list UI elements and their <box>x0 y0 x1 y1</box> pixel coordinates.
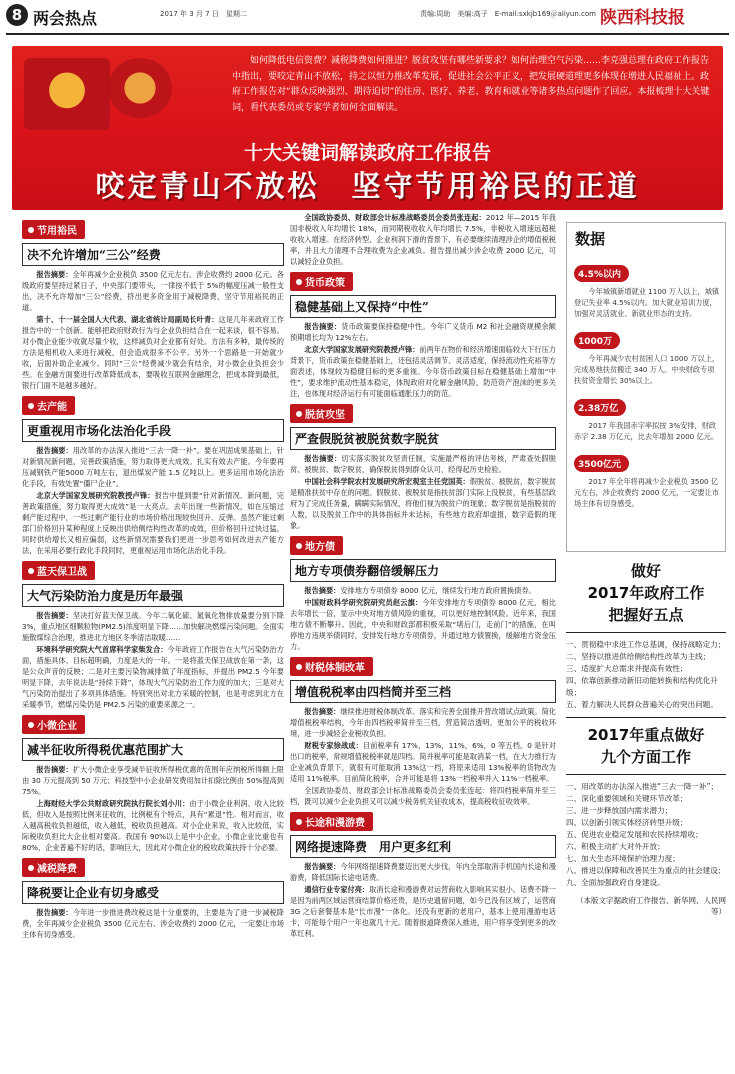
article-tag-label: 财税体制改革 <box>305 663 365 674</box>
speaker-label: 中国财政科学研究院研究员赵云旗： <box>304 598 423 607</box>
article-tag <box>22 858 85 877</box>
work-tasks-panel <box>566 560 726 1060</box>
paragraph-text: 今年政府工作报告在大气污染防治方面，措施具体、目标超明确，力度是大的一年。一是将蓝天保卫战放在第一条，这是公众声音的反映；二是对主要污染物减排做了年度指标，并提出 PM2.5 今年要明显下降，去年说法是“持续下降”，体现大气污染防治工作力度的加大；三是对大气污染防治提出了多项具体措施。特别突出对北方采暖的控制，也是考虑到北方在采暖季节，燃煤污染仍是 PM2.5 污染的重要来源之一。 <box>22 645 284 709</box>
article-paragraph <box>290 884 556 939</box>
task-item: 三、进一步释放国内需求潜力； <box>566 806 673 815</box>
article-tag <box>22 715 85 734</box>
data-description: 2017 年全年将再减少企业税负 3500 亿元左右，涉企收费约 2000 亿元，一定要让市场主体有切身感受。 <box>574 477 720 508</box>
article-paragraph <box>290 706 556 739</box>
article-tag-row <box>290 657 556 676</box>
article-subhead: 减半征收所得税优惠范围扩大 <box>22 738 284 761</box>
speaker-label: 中国社会科学院农村发展研究所宏观室主任党国英： <box>304 477 470 486</box>
divider <box>566 774 726 775</box>
paragraph-text: 假脱贫、被脱贫，数字脱贫是精准扶贫中存在的问题。假脱贫、被脱贫是指扶贫部门实际上没脱贫，有些基层政府为了完成任务量，瞒瞒实际情况，将他们视为脱贫户的现象；数字脱贫是指脱贫的人数，以及脱贫工作中的具体指标并未达标，有些地方政府却虚报，数字造假的现象。 <box>290 477 556 530</box>
article-tag-label: 蓝天保卫战 <box>37 567 87 578</box>
article-tag-label: 小微企业 <box>37 721 77 732</box>
article-subhead: 稳健基础上又保持“中性” <box>290 295 556 318</box>
national-emblem-icon <box>24 58 110 130</box>
speaker-label: 第十、十一届全国人大代表、湖北省统计局副局长叶青： <box>36 315 219 324</box>
tasks-heading-1: 做好 <box>630 562 661 580</box>
task-item: 二、坚持以推进供给侧结构性改革为主线； <box>566 652 711 661</box>
tag-dot-icon <box>28 568 34 574</box>
paragraph-text: 继续推进财税体制改革。落实和完善全面推开营改增试点政策。简化增值税税率结构，今年由四档税率简并至三档，营造简洁透明、更加公平的税收环境，进一步减轻企业税收负担。 <box>290 707 556 738</box>
divider <box>566 717 726 718</box>
article-tag <box>22 396 75 415</box>
task-item: 五、着力解决人民群众普遍关心的突出问题。 <box>566 700 718 709</box>
speaker-label: 北京大学国家发展研究院教授卢锋： <box>304 345 420 354</box>
column-middle <box>290 212 556 1067</box>
data-list <box>574 262 720 519</box>
speaker-label: 环境科学研究院大气首席科学家柴发合： <box>36 645 168 654</box>
article-paragraph <box>22 445 284 489</box>
task-item: 八、推进以保障和改善民生为重点的社会建设； <box>566 866 726 875</box>
tag-dot-icon <box>28 865 34 871</box>
article-subhead: 大气污染防治力度是历年最强 <box>22 584 284 607</box>
article-tag <box>22 561 95 580</box>
lead-intro: 如何降低电信资费？减税降费如何推进？脱贫攻坚有哪些新要求？如何治理空气污染……李克强总理在政府工作报告中指出，要咬定青山不放松，持之以恒力推改革发展，促进社会公平正义，把发展硬道理更多体现在增进人民福祉上。政府工作报告对“群众反映强烈、期待迫切”的住房、医疗、养老、教育和就业等诸多热点问题作了回应。本报梳理十大关键词，看代表委员或专家学者如何全面解读。 <box>232 56 710 113</box>
article-tag <box>290 404 353 423</box>
article-tag-label: 地方债 <box>305 542 335 553</box>
paragraph-text: 由于小微企业利润、收入比较低，但收入是按照比例来征收的，比例税有个特点，具有“累退”性。相对而言，收入越高税收负担越低，收入越低，税收负担越高。对小企业来说，收入比较低，实际税收负担比大企业相对要高。我国有 90%以上是中小企业，小微企业比重也有 80%，企业普遍不好的话，影响巨大，因此对小微企业的税收政策扶持十分必要。 <box>22 799 284 852</box>
task-item: 一、用改革的办法深入推进“三去一降一补”； <box>566 782 719 791</box>
article-tag-row <box>290 536 556 555</box>
speaker-label: 报告摘要： <box>304 862 341 871</box>
task-item: 九、全面加强政府自身建设。 <box>566 878 665 887</box>
speaker-label: 报告摘要： <box>304 586 341 595</box>
article-paragraph <box>22 798 284 853</box>
paragraph-text: 坚决打好蓝天保卫战。今年二氧化硫、氮氧化物排放量要分别下降 3%，重点地区细颗粒物(PM2.5)浓度明显下降……加快解决燃煤污染问题。全面实施散煤综合治理，推进北方地区冬季清洁取暖…… <box>22 611 284 642</box>
paragraph-text: 取消长途和漫游费对运营商收入影响其实很小。话费不降一是因为前两区域运营商结算价格还贵，是历史遗留问题，如今已没有区域了，运营商 3G 之后套餐基本是“长市漫”一体化。还没有更新的老用户，基本上使用漫游电话卡，可能每个用户一年也就几十元。随着报道降费深入推进，用户将享受到更多的改革红利。 <box>290 885 556 938</box>
article-tag-row <box>22 715 284 734</box>
tasks-heading-5: 九个方面工作 <box>600 748 691 766</box>
speaker-label: 财税专家徐战成： <box>304 741 363 750</box>
article-paragraph <box>290 476 556 531</box>
article-paragraph <box>290 344 556 399</box>
source-note: （本版文字据政府工作报告、新华网、人民网等） <box>576 896 726 916</box>
article-paragraph <box>290 861 556 883</box>
five-points-list <box>566 639 726 711</box>
tag-dot-icon <box>296 819 302 825</box>
issue-date: 2017 年 3 月 7 日 星期二 <box>160 10 247 18</box>
paragraph-text: 这是几年来政府工作报告中的一个创新。能够把政府财政行为与企业负担结合在一起来谈，很不容易。对小微企业能少收就尽量少收，这样减负对企业都有好处。方法有多种，最传统的方法是相机收入来进行减税，但会造成很多不公平。另外一个思路是一开始就少收，后面补助企业减少。同时“三公”经费减少就会有结余，对小微企业负担会少些。在金融方面要进行改革降低成本，要吸收互联网金融理念，把成本降到最低，银行门面不是越多越好。 <box>22 315 284 390</box>
speaker-label: 报告摘要： <box>304 322 342 331</box>
article-paragraph <box>290 585 556 596</box>
speaker-label: 报告摘要： <box>36 908 73 917</box>
data-panel-title: 数据 <box>575 230 606 248</box>
article-tag-row <box>22 396 284 415</box>
data-description: 2017 年我国赤字率拟按 3%安排，财政赤字 2.38 万亿元，比去年增加 2000 亿元。 <box>574 421 719 441</box>
article-paragraph <box>22 269 284 313</box>
tasks-heading-4: 2017年重点做好 <box>587 726 705 744</box>
data-figure: 2.38万亿 <box>574 399 626 416</box>
paragraph-text: 前两年在物价和经济增速面临较大下行压力背景下，货币政策在稳健基础上，还包括灵活调节、灵活适度，保持流动性充裕等方面表述，体现较为稳健目标的更多重视。今年货币政策目标在稳健基础上增加“中性”，要求维护流动性基本稳定，体现政府对化解金融风险，防范资产泡沫的更多关注，也体现对经济运行有可能面临通胀压力的防范。 <box>290 345 556 398</box>
article-paragraph <box>290 212 556 267</box>
paragraph-text: 用改革的办法深入推进“三去一降一补”。要在巩固成果基础上，针对新情况新问题，完善政策措施，努力取得更大成效。扎实有效去产能。今年要再压减钢铁产能5000 万吨左右，退出煤炭产能 1.5 亿吨以上。更多运用市场化法治化手段，有效处置“僵尸企业”。 <box>22 446 284 488</box>
article-tag-row <box>22 220 284 239</box>
article-tag-label: 长途和漫游费 <box>305 818 365 829</box>
article-subhead: 网络提速降费 用户更多红利 <box>290 835 556 858</box>
speaker-label: 报告摘要： <box>304 454 342 463</box>
article-tag <box>22 220 85 239</box>
tag-dot-icon <box>296 279 302 285</box>
article-paragraph <box>22 610 284 643</box>
article-tag-row <box>22 561 284 580</box>
data-figure: 4.5%以内 <box>574 265 629 282</box>
column-left <box>22 220 284 1065</box>
article-paragraph <box>290 321 556 343</box>
article-tag-label: 减税降费 <box>37 864 77 875</box>
article-paragraph <box>290 453 556 475</box>
article-tag <box>290 657 373 676</box>
article-subhead: 更重视用市场化法治化手段 <box>22 419 284 442</box>
task-item: 四、依靠创新推动新旧动能转换和结构优化升级； <box>566 676 718 697</box>
data-description: 今年再减少农村贫困人口 1000 万以上，完成易地扶贫搬迁 340 万人。中央财政专项扶贫资金增长 30%以上。 <box>574 354 720 385</box>
editor-info: 责编:周助 美编:高子 E-mail:sxkjb169＠aliyun.com <box>420 10 596 18</box>
article-subhead: 地方专项债券翻倍缓解压力 <box>290 559 556 582</box>
article-tag-row <box>290 272 556 291</box>
task-item: 六、积极主动扩大对外开放； <box>566 842 665 851</box>
speaker-label: 报告摘要： <box>36 765 73 774</box>
article-paragraph <box>22 490 284 556</box>
article-tag <box>290 536 343 555</box>
speaker-label: 报告摘要： <box>36 446 73 455</box>
paragraph-text: 扩大小微企业享受减半征收所得税优惠的范围年应纳税所得额上限由 30 万元提高到 50 万元；科技型中小企业研发费用加计扣除比例由 50%提高到 75%。 <box>22 765 284 796</box>
paragraph-text: 切实落实脱贫攻坚责任制，实施最严格的评估考核，严肃查处假脱贫、被脱贫、数字脱贫，确保脱贫得到群众认可，经得起历史检验。 <box>290 454 556 474</box>
speaker-label: 通信行业专家付亮： <box>304 885 370 894</box>
speaker-label: 北京大学国家发展研究院教授卢锋： <box>36 491 155 500</box>
article-paragraph <box>290 740 556 784</box>
article-paragraph <box>22 764 284 797</box>
paragraph-text: 今年安排地方专项债券 8000 亿元，相比去年增长一倍，显示中央对地方债风险的重视，可以更好地控制风险。近年来，我国地方债不断攀升。因此，中央和财政部都积极采取“堵后门，走前门”的措施，在叫停地方违规举债同时，安排发行地方专项债券，并通过地方债置换，缓解地方资金压力。 <box>290 598 556 651</box>
party-emblem-icon <box>108 58 172 118</box>
article-tag <box>290 272 353 291</box>
paragraph-text: 安排地方专项债券 8000 亿元，继续发行地方政府置换债券。 <box>340 586 536 595</box>
article-subhead: 严查假脱贫被脱贫数字脱贫 <box>290 427 556 450</box>
lead-banner <box>12 46 723 210</box>
article-subhead: 增值税税率由四档简并至三档 <box>290 680 556 703</box>
newspaper-brand: 陕西科技报 <box>600 8 685 28</box>
tag-dot-icon <box>28 227 34 233</box>
paragraph-text: 2012 年—2015 年我国非税收入年均增长 18%，而同期税收收入年均增长 7.5%，非税收入增速远超税收收入增速。在经济转型、企业利润下滑的背景下，有必要继续清理涉企的增值税税率，并且大力清理不合理收费为企业减负。报告提出减少涉企收费 2000 亿元，可以减轻企业负担。 <box>290 213 556 266</box>
divider <box>566 632 726 633</box>
article-tag-label: 去产能 <box>37 402 67 413</box>
main-headline: 咬定青山不放松 坚守节用裕民的正道 <box>95 169 640 203</box>
paragraph-text: 目前税率有 17%，13%，11%，6%，0 等五档。0 是针对出口的税率，常规增值税税率就是四档。简并税率可能是取消某一档，在大力推行为企业减负背景下，就很有可能取消 13%这一档，将原来适用 13%税率的货物改为适用 11%税率。目前简化税率，合并可能是将 13%一档税率并入 11%一档税率。 <box>290 741 556 783</box>
tag-dot-icon <box>28 403 34 409</box>
article-paragraph <box>290 597 556 652</box>
article-subhead: 降税要让企业有切身感受 <box>22 881 284 904</box>
task-item: 五、促进农业稳定发展和农民持续增收； <box>566 830 703 839</box>
kicker-title: 十大关键词解读政府工作报告 <box>243 142 491 164</box>
task-item: 一、贯彻稳中求进工作总基调，保持战略定力； <box>566 640 726 649</box>
speaker-label: 上海财经大学公共财政研究院执行院长刘小川： <box>36 799 190 808</box>
article-paragraph <box>22 907 284 940</box>
article-tag <box>290 812 373 831</box>
article-tag-label: 脱贫攻坚 <box>305 410 345 421</box>
tag-dot-icon <box>296 664 302 670</box>
speaker-label: 全国政协委员、财政部会计标准战略委员会委员张连起： <box>304 213 486 222</box>
task-item: 二、深化重要领域和关键环节改革； <box>566 794 688 803</box>
article-tag-label: 节用裕民 <box>37 226 77 237</box>
article-tag-row <box>22 858 284 877</box>
data-description: 今年城镇新增就业 1100 万人以上，城镇登记失业率 4.5%以内。加大就业培训力度，加强对灵活就业、新就业形态的支持。 <box>574 287 720 318</box>
nine-aspects-list <box>566 781 726 889</box>
paragraph-text: 全国政协委员、财政部会计标准战略委员会委员张连起：将四档税率简并至三档，既可以减少企业负担又可以减少税务机关征收成本，提高税收征收效率。 <box>290 786 556 806</box>
article-paragraph <box>290 785 556 807</box>
masthead <box>0 0 735 38</box>
article-tag-row <box>290 404 556 423</box>
tag-dot-icon <box>296 543 302 549</box>
paragraph-text: 今年网络提速降费要迈出更大步伐，年内全部取消手机国内长途和漫游费，降低国际长途电话费。 <box>290 862 556 882</box>
article-paragraph <box>22 644 284 710</box>
page-number: 8 <box>6 4 28 26</box>
tag-dot-icon <box>28 722 34 728</box>
task-item: 四、以创新引领实体经济转型升级； <box>566 818 688 827</box>
tasks-heading-2: 2017年政府工作 <box>587 584 705 602</box>
article-tag-label: 货币政策 <box>305 278 345 289</box>
task-item: 三、适度扩大总需求并提高有效性； <box>566 664 688 673</box>
speaker-label: 报告摘要： <box>304 707 341 716</box>
data-figure: 1000万 <box>574 332 620 349</box>
article-paragraph <box>22 314 284 391</box>
speaker-label: 报告摘要： <box>36 270 73 279</box>
section-title: 两会热点 <box>33 9 98 28</box>
paragraph-text: 货币政策要保持稳健中性。今年广义货币 M2 和社会融资规模余额预期增长均为 12%左右。 <box>290 322 556 342</box>
tag-dot-icon <box>296 411 302 417</box>
article-subhead: 决不允许增加“三公”经费 <box>22 243 284 266</box>
header-rule <box>6 33 729 35</box>
article-tag-row <box>290 812 556 831</box>
speaker-label: 报告摘要： <box>36 611 73 620</box>
paragraph-text: 全年再减少企业税负 3500 亿元左右、涉企收费约 2000 亿元。各级政府要坚持过紧日子，中央部门要带头，一律按不低于 5%的幅度压减一般性支出，决不允许增加“三公”经费，挤出更多资金用于减税降费，坚守节用裕民的正道。 <box>22 270 284 312</box>
paragraph-text: 今年进一步推进费改税这是十分重要的，主要是为了进一步减税降费，全年再减少企业税负 3500 亿元左右、涉企收费约 2000 亿元，一定要让市场主体有切身感受。 <box>22 908 284 939</box>
tasks-heading-3: 把握好五点 <box>608 606 684 624</box>
data-figure: 3500亿元 <box>574 455 629 472</box>
paragraph-text: 报告中提到要“针对新情况、新问题，完善政策措施，努力取得更大成效”是一大亮点。去年出现一些新情况，如在压缩过剩产能过程中，一些过剩产能行业的市场价格出现较快回升、反弹。虽然产能过剩部门价格回升某种程度上反映出供给侧结构性改革的成效，但价格回升过快过猛，同时供给增长又相应偏弱，这些新情况需要我们更进一步思考如何改进去产能方法，在采用必要行政化手段同时，更重视运用市场化法治化手段。 <box>22 491 284 555</box>
task-item: 七、加大生态环境保护治理力度； <box>566 854 680 863</box>
